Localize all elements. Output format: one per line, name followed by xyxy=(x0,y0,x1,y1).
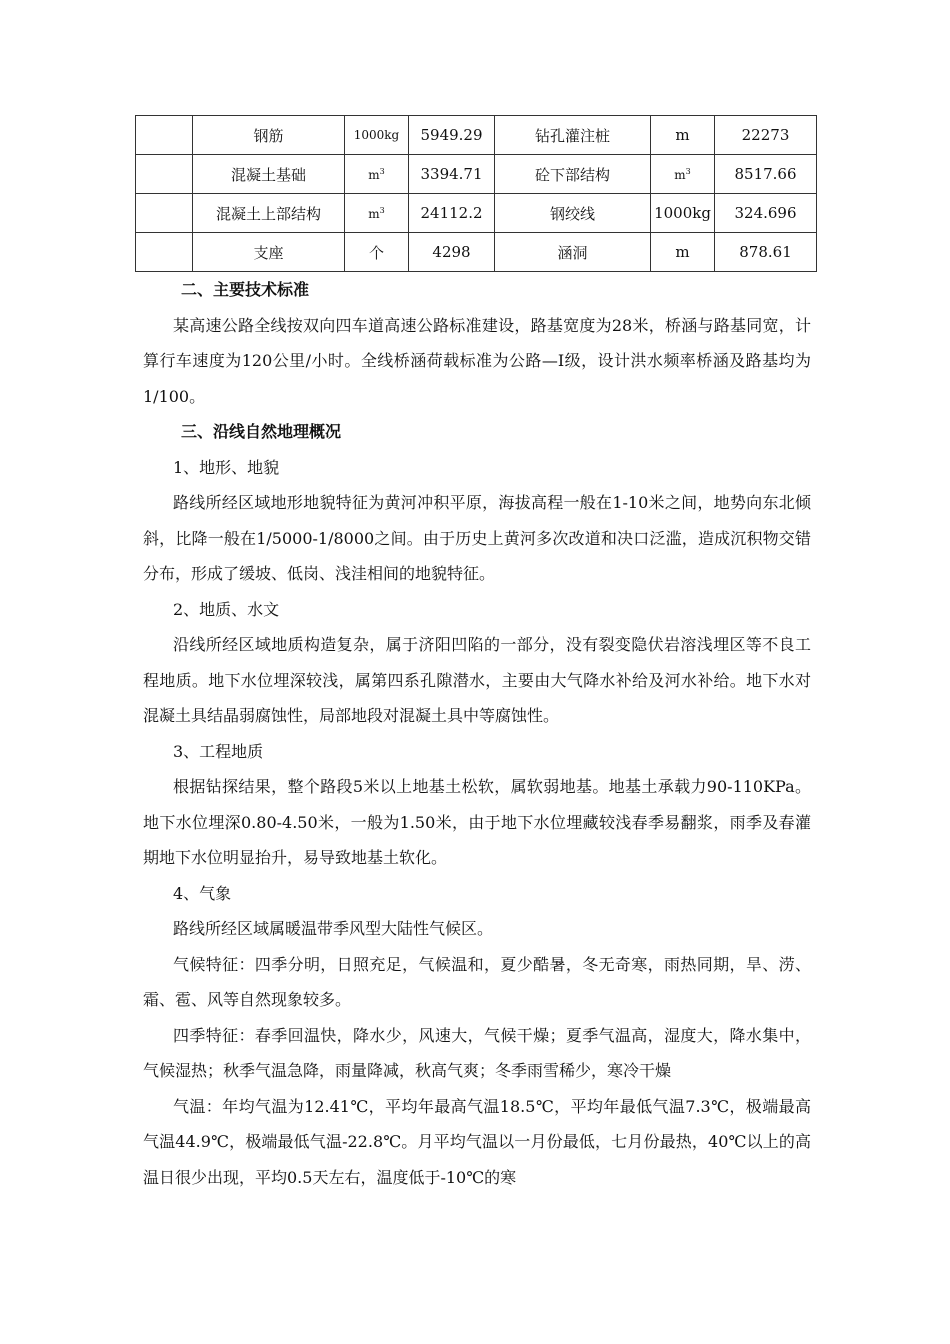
paragraph: 路线所经区域地形地貌特征为黄河冲积平原，海拔高程一般在1-10米之间，地势向东北倾斜，比降一般在1/5000-1/8000之间。由于历史上黄河多次改道和决口泛滥，造成沉积物交错分布，形成了缓坡、低岗、浅洼相间的地貌特征。 xyxy=(143,493,811,583)
paragraph: 沿线所经区域地质构造复杂，属于济阳凹陷的一部分，没有裂变隐伏岩溶浅埋区等不良工程地质。地下水位埋深较浅，属第四系孔隙潜水，主要由大气降水补给及河水补给。地下水对混凝土具结晶弱腐蚀性，局部地段对混凝土具中等腐蚀性。 xyxy=(143,635,811,725)
paragraph: 气温：年均气温为12.41℃，平均年最高气温18.5℃，平均年最低气温7.3℃，极端最高气温44.9℃，极端最低气温-22.8℃。月平均气温以一月份最低，七月份最热，40℃以上的高温日很少出现，平均0.5天左右，温度低于-10℃的寒 xyxy=(143,1096,811,1187)
table-cell: 涵洞 xyxy=(495,233,651,272)
paragraph: 根据钻探结果，整个路段5米以上地基土松软，属软弱地基。地基土承载力90-110KPa。地下水位埋深0.80-4.50米，一般为1.50米，由于地下水位埋藏较浅春季易翻浆，雨季及春灌期地下水位明显抬升，易导致地基土软化。 xyxy=(143,777,811,867)
quantities-table xyxy=(135,115,817,272)
unit-base: m xyxy=(368,167,380,182)
table-cell xyxy=(136,233,193,272)
table-cell: 3394.71 xyxy=(409,155,495,194)
table-cell xyxy=(136,194,193,233)
unit-base: m xyxy=(674,167,686,182)
table-cell xyxy=(136,116,193,155)
table-row xyxy=(136,233,817,272)
table-row xyxy=(136,194,817,233)
subsection-title: 1、地形、地貌 xyxy=(173,457,280,477)
table-cell: 钢筋 xyxy=(193,116,345,155)
table-cell: 878.61 xyxy=(715,233,817,272)
table-cell: 5949.29 xyxy=(409,116,495,155)
subsection-title: 3、工程地质 xyxy=(173,741,264,761)
paragraph: 路线所经区域属暖温带季风型大陆性气候区。 xyxy=(173,919,494,938)
table-cell: 钢绞线 xyxy=(495,194,651,233)
subsection-title: 2、地质、水文 xyxy=(173,599,280,619)
unit-base: m xyxy=(368,206,380,221)
section-heading: 二、主要技术标准 xyxy=(181,280,310,299)
subsection-title: 4、气象 xyxy=(173,883,232,903)
table-cell: m xyxy=(651,116,715,155)
table-cell: 8517.66 xyxy=(715,155,817,194)
unit-exponent: 3 xyxy=(379,205,385,215)
table-cell: 1000kg xyxy=(345,116,409,155)
table-cell: 24112.2 xyxy=(409,194,495,233)
unit-exponent: 3 xyxy=(379,166,385,176)
table-row xyxy=(136,155,817,194)
body-text xyxy=(143,272,811,1195)
table-cell xyxy=(136,155,193,194)
table-cell: 个 xyxy=(345,233,409,272)
unit-exponent: 3 xyxy=(685,166,691,176)
table-cell: 4298 xyxy=(409,233,495,272)
table-cell xyxy=(345,155,409,194)
table-cell: 砼下部结构 xyxy=(495,155,651,194)
table-cell: 混凝土上部结构 xyxy=(193,194,345,233)
paragraph: 四季特征：春季回温快，降水少，风速大，气候干燥；夏季气温高，湿度大，降水集中，气候湿热；秋季气温急降，雨量降减，秋高气爽；冬季雨雪稀少，寒冷干燥 xyxy=(143,1025,811,1080)
table-cell: 混凝土基础 xyxy=(193,155,345,194)
table-cell: 钻孔灌注桩 xyxy=(495,116,651,155)
table-cell: m xyxy=(651,233,715,272)
table-cell: 324.696 xyxy=(715,194,817,233)
paragraph: 气候特征：四季分明，日照充足，气候温和，夏少酷暑，冬无奇寒，雨热同期，旱、涝、霜、雹、风等自然现象较多。 xyxy=(143,954,811,1009)
table-cell xyxy=(345,194,409,233)
table-cell: 支座 xyxy=(193,233,345,272)
paragraph: 某高速公路全线按双向四车道高速公路标准建设，路基宽度为28米，桥涵与路基同宽，计算行车速度为120公里/小时。全线桥涵荷载标准为公路—I级，设计洪水频率桥涵及路基均为1/100。 xyxy=(143,315,811,406)
table-cell: 22273 xyxy=(715,116,817,155)
section-heading: 三、沿线自然地理概况 xyxy=(181,422,342,441)
table-cell xyxy=(651,155,715,194)
table-cell: 1000kg xyxy=(651,194,715,233)
table-row xyxy=(136,116,817,155)
